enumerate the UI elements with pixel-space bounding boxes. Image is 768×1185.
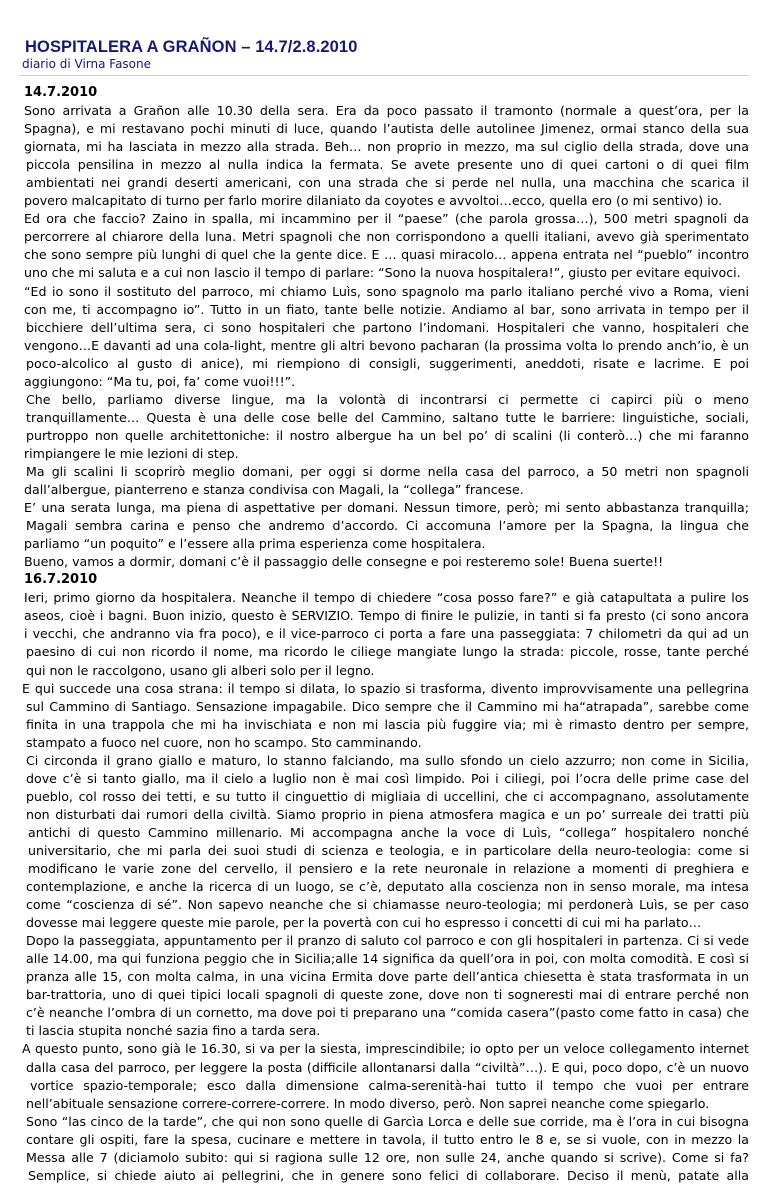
text-line: Sono “las cinco de la tarde”, che qui non sono quelle di Garcìa Lorca e delle sue corride, ma è l’ora in cui bisogna xyxy=(26,1113,749,1129)
text-line: c’è neanche l’ombra di un cornetto, ma dove poi ti preparano una “comida casera”(pasto come fatto in casa) che xyxy=(26,1005,749,1021)
text-line: Dopo la passeggiata, appuntamento per il pranzo di saluto col parroco e con gli hospitaleri in partenza. Ci si vede xyxy=(26,933,749,949)
text-line: antichi di questo Cammino millenario. Mi accompagna anche la voce di Luìs, “collega” hospitalero nonché xyxy=(28,824,749,840)
text-line: Sono arrivata a Grañon alle 10.30 della sera. Era da poco passato il tramonto (normale a quest’ora, per la xyxy=(24,103,749,119)
title-divider xyxy=(19,75,749,76)
text-line: parliamo “un poquito” e l’essere alla prima esperienza come hospitalera. xyxy=(24,536,486,552)
text-line: tranquillamente… Questa è una delle cose belle del Cammino, saltano tutte le barriere: linguistiche, sociali, xyxy=(26,409,749,425)
text-line: dalla casa del parroco, per leggere la posta (difficile allontanarsi dalla “civiltà”…). E qui, poco dopo, c’è un nuovo xyxy=(26,1059,749,1075)
text-line: i vecchi, che andranno via fra poco), e il vice-parroco ci porta a fare una passeggiata: 7 chilometri da qui ad un xyxy=(24,626,749,642)
text-line: dove c’è si tanto giallo, ma il cielo a luglio non è mai così limpido. Poi i ciliegi, poi l’ocra delle prime case del xyxy=(26,770,749,786)
text-line: pueblo, col rosso dei tetti, e su tutto il cinguettio di migliaia di uccellini, che ci accompagnano, assolutamente xyxy=(26,788,749,804)
text-line: dall’albergue, pianterreno e stanza condivisa con Magali, la “collega” francese. xyxy=(24,482,524,498)
text-line: sul Cammino di Santiago. Sensazione impagabile. Dico sempre che il Cammino mi ha“atrapada”, sarebbe come xyxy=(26,698,749,714)
text-line: universitario, che mi parla dei suoi studi di scienza e teologia, e in particolare della neuro-teologia: come si xyxy=(28,842,749,858)
text-line: percorrere al chiarore della luna. Metri spagnoli che non corrispondono a quelli italiani, avevo già sperimentato xyxy=(24,229,749,245)
text-line: Che bello, parliamo diverse lingue, ma la volontà di incontrarsi ci permette ci capirci più o meno xyxy=(26,391,749,407)
text-line: E’ una serata lunga, ma piena di aspettative per domani. Nessun timore, però; mi sento abbastanza tranquilla; xyxy=(24,500,749,516)
text-line: bar-trattoria, uno di quei tipici locali spagnoli di queste zone, dove non ti sogneresti mai di entrare perché non xyxy=(26,987,749,1003)
text-line: Ed ora che faccio? Zaino in spalla, mi incammino per il “paese” (che parola grossa…), 500 metri spagnoli da xyxy=(24,211,749,227)
text-line: dovesse mai leggere queste mie parole, per la povertà con cui ho espresso i concetti di cui mi ha parlato… xyxy=(26,915,702,931)
document-title: HOSPITALERA A GRAÑON – 14.7/2.8.2010 xyxy=(25,38,358,56)
text-line: Magali sembra carina e penso che andremo d’accordo. Ci accomuna l’amore per la Spagna, la lingua che xyxy=(26,518,749,534)
text-line: rimpiangere le mie lezioni di step. xyxy=(24,445,239,461)
text-line: come “coscienza di sé”. Non sapevo neanche che si chiamasse neuro-teologia; mi perdonerà Luìs, se per caso xyxy=(26,897,749,913)
text-line: qui non le raccolgono, usano gli alberi solo per il legno. xyxy=(26,662,375,678)
text-line: ti lascia stupita nonché sazia fino a tarda sera. xyxy=(26,1023,321,1039)
text-line: poco-alcolico al gusto di anice), mi riempiono di consigli, suggerimenti, aneddoti, risate e lacrime. E poi xyxy=(26,355,749,371)
text-line: uno che mi saluta e a cui non lascio il tempo di parlare: “Sono la nuova hospitalera!”, giusto per evitare equivoci. xyxy=(24,265,741,281)
text-line: vengono…E davanti ad una cola-light, mentre gli altri bevono pacharan (la prossima volta lo prendo anch’io, è un xyxy=(24,337,749,353)
text-line: ambientati nei grandi deserti americani, con una strada che si perde nel nulla, una macchina che scarica il xyxy=(26,175,749,191)
text-line: A questo punto, sono già le 16.30, si va per la siesta, imprescindibile; io opto per un veloce collegamento internet xyxy=(22,1041,749,1057)
text-line: “Ed io sono il sostituto del parroco, mi chiamo Luìs, sono spagnolo ma parlo italiano perché vivo a Roma, vieni xyxy=(24,283,749,299)
text-line: aseos, cioè i bagni. Buon inizio, questo è SERVIZIO. Tempo di finire le pulizie, in tanti si fa presto (ci sono ancora xyxy=(24,608,749,624)
text-line: contemplazione, e anche la ricerca di un luogo, se c’è, deputato alla coscienza non in senso morale, ma intesa xyxy=(26,879,749,895)
text-line: nell’abituale sensazione correre-correre-correre. In modo diverso, però. Non saprei neanche come spiegarlo. xyxy=(26,1095,710,1111)
text-line: vortice spazio-temporale; esco dalla dimensione calma-serenità-hai tutto il tempo che vuoi per entrare xyxy=(30,1077,749,1093)
text-line: finita in una trappola che mi ha invischiata e non mi lascia più fuggire via; mi è rimasto dentro per sempre, xyxy=(26,716,749,732)
text-line: E qui succede una cosa strana: il tempo si dilata, lo spazio si trasforma, divento improvvisamente una pellegrina xyxy=(22,680,749,696)
text-line: alle 14.00, ma qui funziona peggio che in Sicilia;alle 14 significa da quell’ora in poi, con molta comodità. E così si xyxy=(26,951,749,967)
text-line: Ieri, primo giorno da hospitalera. Neanche il tempo di chiedere “cosa posso fare?” e già catapultata a pulire los xyxy=(24,590,749,606)
text-line: con me, ti accompagno io”. Tutto in un fiato, tante belle notizie. Andiamo al bar, sono arrivata in tempo per il xyxy=(24,301,749,317)
text-line: pranza alle 15, con molta calma, in una vicina Ermita dove parte dell’antica chiesetta è stata trasformata in un xyxy=(26,969,749,985)
text-line: purtroppo non quelle architettoniche: il nostro albergue ha un bel po’ di scalini (li conterò…) che mi faranno xyxy=(26,427,749,443)
diary-body xyxy=(22,84,749,1185)
text-line: bicchiere dell’ultima sera, ci sono hospitaleri che partono l’indomani. Hospitaleri che vanno, hospitaleri che xyxy=(26,319,749,335)
entry-date-heading: 14.7.2010 xyxy=(24,85,98,100)
text-line: piccola pensilina in mezzo al nulla indica la fermata. Se avete presente uno di quei cartoni o di quei film xyxy=(26,157,749,173)
text-line: aggiungono: “Ma tu, poi, fa’ come vuoi!!!”. xyxy=(24,373,296,389)
text-line: Spagna), e mi restavano pochi minuti di luce, quando l’autista delle autolinee Jimenez, ormai stanco della sua xyxy=(24,121,749,137)
text-line: Bueno, vamos a dormir, domani c’è il passaggio delle consegne e poi resteremo sole! Buena suerte!! xyxy=(24,554,664,570)
entry-date-heading: 16.7.2010 xyxy=(24,572,98,588)
text-line: contare gli ospiti, fare la spesa, cucinare e mettere in tavola, il tutto entro le 8 e, se si vuole, con in mezzo la xyxy=(26,1131,749,1147)
text-line: che sono sempre più lunghi di quel che la gente dice. E … quasi miracolo… appena entrata nel “pueblo” incontro xyxy=(24,247,749,263)
text-line: modificano le varie zone del cervello, il pensiero e la rete neuronale in relazione a momenti di preghiera e xyxy=(28,861,749,877)
text-line: non disturbati dai rumori della civiltà. Siamo proprio in piena atmosfera magica e un po’ surreale dei tratti più xyxy=(26,806,749,822)
text-line: Messa alle 7 (diciamolo subito: qui si ragiona sulle 12 ore, non sulle 24, anche quando si scrive). Come si fa? xyxy=(26,1149,749,1165)
text-line: Ci circonda il grano giallo e maturo, lo stanno falciando, ma sullo sfondo un cielo azzurro; non come in Sicilia, xyxy=(26,752,749,768)
text-line: Ma gli scalini li scoprirò meglio domani, per oggi si dorme nella casa del parroco, a 50 metri non spagnoli xyxy=(26,463,749,479)
author-byline: diario di Virna Fasone xyxy=(22,57,152,71)
text-line: povero malcapitato di turno per farlo morire dilaniato da coyotes e avvoltoi…ecco, quella ero (o mi sentivo) io. xyxy=(24,193,723,209)
text-line: stampato a fuoco nel cuore, non ho scampo. Sto camminando. xyxy=(26,734,422,750)
text-line: paesino di cui non ricordo il nome, ma ricordo le ciliege mangiate lungo la strada: piccole, rosse, tante perché xyxy=(26,644,749,660)
text-line: giornata, mi ha lasciata in mezzo alla strada. Beh… non proprio in mezzo, ma sul ciglio della strada, dove una xyxy=(24,139,749,155)
text-line: Semplice, si chiede aiuto ai pellegrini, che in genere sono felici di collaborare. Deciso il menù, patate alla xyxy=(28,1167,749,1183)
